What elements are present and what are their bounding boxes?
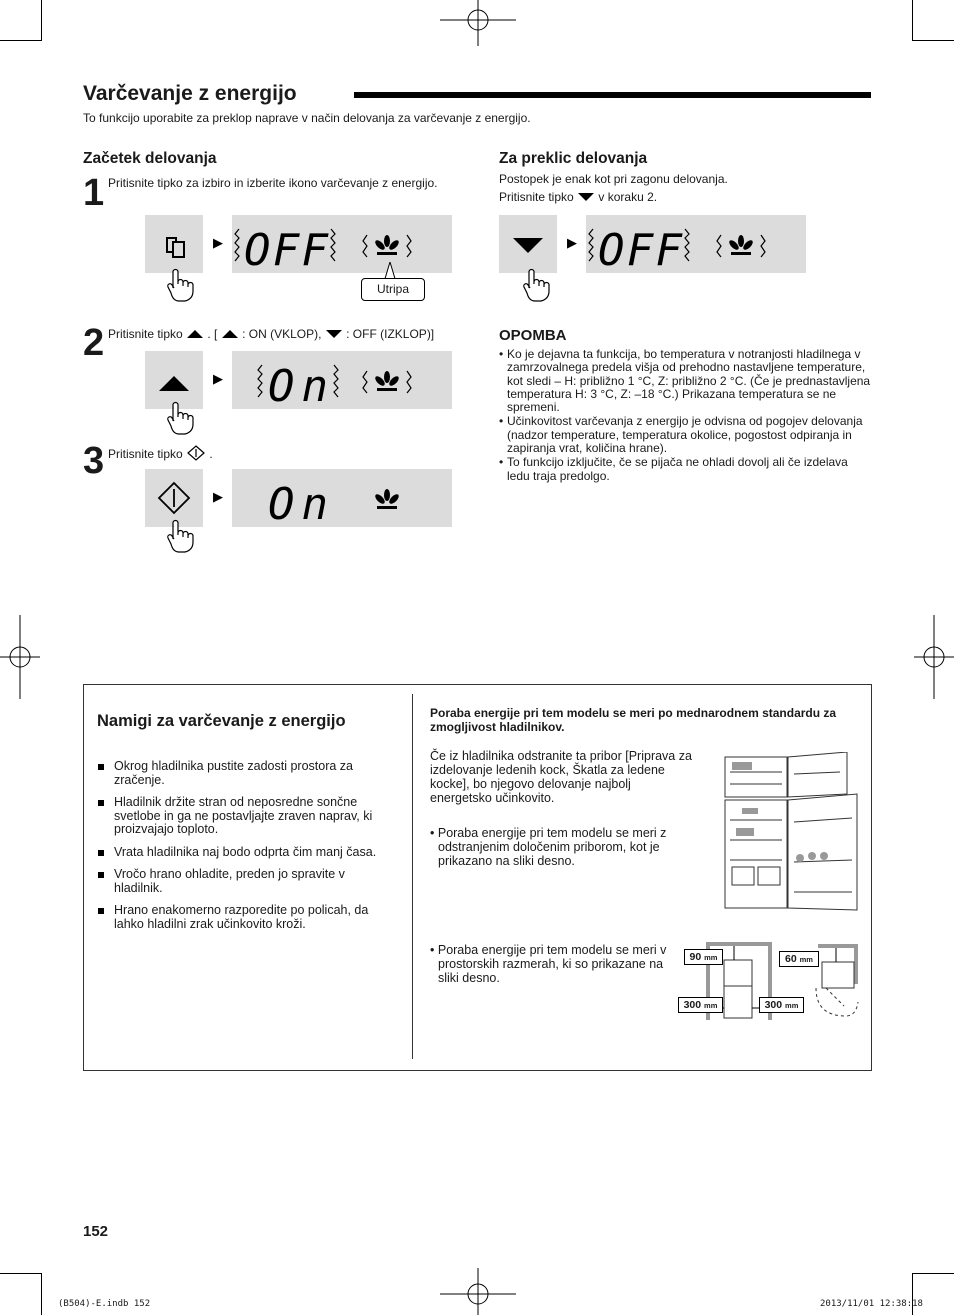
eco-leaf-icon [374, 489, 401, 509]
tips-divider [412, 694, 413, 1059]
registration-mark-top [440, 0, 516, 48]
crop-mark [0, 40, 42, 41]
display-blink-icon [586, 215, 806, 273]
cancel-heading: Za preklic delovanja [499, 150, 648, 167]
blink-callout: Utripa [361, 278, 425, 301]
down-button[interactable] [499, 215, 557, 273]
hand-pointer-icon [164, 268, 196, 302]
note-item: • Učinkovitost varčevanja z energijo je odvisna od pogojev delovanja (nadzor temperature, temperatura okolice, pogostost odpiranja in zapiranja vrat, količina hrane). [499, 415, 873, 455]
step3-text-a: Pritisnite tipko [108, 447, 183, 461]
consumption-bullet-text: Poraba energije pri tem modelu se meri v prostorskih razmerah, ki so prikazane na sliki desno. [437, 943, 667, 985]
fridge-open-illustration [722, 752, 862, 912]
cancel-line2a: Pritisnite tipko [499, 190, 574, 204]
arrow-right-icon: ▶ [213, 235, 223, 250]
arrow-right-icon: ▶ [213, 489, 223, 504]
display-panel [232, 215, 452, 273]
display-steady-icon [232, 469, 452, 527]
down-triangle-icon [499, 215, 557, 273]
power-diamond-icon [186, 445, 206, 461]
display-text: OFF [244, 225, 328, 273]
dimension-value: 300 [764, 999, 783, 1011]
crop-mark [0, 1273, 42, 1274]
note-item: • To funkcijo izključite, če se pijača ne ohladi dovolj ali če izdelava ledu traja predolgo. [499, 456, 873, 483]
dimension-unit: mm [785, 1001, 799, 1010]
crop-mark [41, 1273, 42, 1315]
dimension-unit: mm [799, 955, 813, 964]
hand-pointer-icon [520, 268, 552, 302]
start-heading: Začetek delovanja [83, 150, 217, 167]
footer-file: (B504)-E.indb 152 [58, 1299, 151, 1309]
display-blink-icon [232, 351, 452, 409]
eco-leaf-icon [374, 235, 401, 255]
consumption-heading: Poraba energije pri tem modelu se meri po mednarodnem standardu za zmogljivost hladilnikov. [430, 706, 837, 734]
dimension-value: 300 [683, 999, 702, 1011]
hand-pointer-icon [164, 519, 196, 553]
note-item: • Ko je dejavna ta funkcija, bo temperatura v notranjosti hladilnega v zamrzovalnega predela višja od prehodno nastavljene temperature, kot sledi – H: približno 1 °C, Z: približno 2 °C. (Če je prednastavljena temperatura H: 3 °C, Z: –18 °C.) Prikazana temperatura se ne spremeni. [499, 348, 873, 414]
dimension-label [779, 951, 819, 967]
display-panel [586, 215, 806, 273]
tips-list [97, 760, 397, 940]
section-title: Varčevanje z energijo [83, 82, 297, 105]
crop-mark [912, 40, 954, 41]
consumption-bullet-text: Poraba energije pri tem modelu se meri z odstranjenim določenim priborom, kot je prikazano na sliki desno. [437, 826, 667, 868]
down-triangle-icon [325, 329, 343, 339]
step1-text: Pritisnite tipko za izbiro in izberite ikono varčevanje z energijo. [108, 176, 438, 190]
eco-leaf-icon [728, 235, 755, 255]
step-number: 1 [83, 172, 105, 214]
cancel-line2 [499, 190, 657, 205]
crop-mark [912, 1273, 954, 1274]
display-text: On [268, 479, 328, 527]
arrow-right-icon: ▶ [567, 235, 577, 250]
up-triangle-icon [221, 329, 239, 339]
display-panel [232, 351, 452, 409]
page-number: 152 [83, 1223, 109, 1240]
step-number: 3 [83, 440, 105, 482]
crop-mark [912, 0, 913, 41]
registration-mark-bottom [440, 1268, 516, 1315]
registration-mark-left [0, 615, 40, 699]
display-text: OFF [598, 225, 682, 273]
tip-item: Okrog hladilnika pustite zadosti prostora za zračenje. [97, 760, 397, 787]
hand-pointer-icon [164, 401, 196, 435]
dimension-value: 90 [689, 951, 702, 963]
step2-text-a: Pritisnite tipko [108, 327, 183, 341]
section-intro: To funkcijo uporabite za preklop naprave v način delovanja za varčevanje z energijo. [83, 111, 531, 125]
cancel-line2b: v koraku 2. [598, 190, 658, 204]
dimension-unit: mm [704, 1001, 718, 1010]
step3-text [108, 445, 213, 462]
step2-text [108, 327, 434, 342]
up-triangle-icon [186, 329, 204, 339]
select-button[interactable] [145, 215, 203, 273]
dimension-unit: mm [704, 953, 718, 962]
dimension-label [678, 997, 723, 1013]
registration-mark-right [914, 615, 954, 699]
select-icon [145, 215, 203, 273]
step-number: 2 [83, 322, 105, 364]
title-rule [354, 92, 871, 98]
consumption-bullet: • Poraba energije pri tem modelu se meri v prostorskih razmerah, ki so prikazane na sliki desno. [430, 943, 667, 985]
footer-timestamp: 2013/11/01 12:38:18 [820, 1299, 923, 1309]
display-blink-icon [232, 215, 452, 273]
tip-item: Vročo hrano ohladite, preden jo spravite v hladilnik. [97, 868, 397, 895]
note-heading: OPOMBA [499, 327, 567, 344]
display-panel [232, 469, 452, 527]
consumption-para: Če iz hladilnika odstranite ta pribor [Priprava za izdelovanje ledenih kock, Škatla za ledene kocke], bo njegovo delovanje najbolj energetsko učinkovito. [430, 749, 692, 805]
cancel-line1: Postopek je enak kot pri zagonu delovanja. [499, 172, 728, 186]
step2-text-c: : ON (VKLOP), [242, 327, 322, 341]
dimension-label [684, 949, 723, 965]
tip-item: Hrano enakomerno razporedite po policah, da lahko hladilni zrak učinkovito kroži. [97, 904, 397, 931]
step2-text-d: : OFF (IZKLOP)] [346, 327, 435, 341]
eco-leaf-icon [374, 371, 401, 391]
arrow-right-icon: ▶ [213, 371, 223, 386]
step2-text-b: . [ [207, 327, 218, 341]
tip-item: Hladilnik držite stran od neposredne sončne svetlobe in ga ne postavljajte zraven naprav, ki proizvajajo toploto. [97, 796, 397, 837]
display-text: On [268, 361, 328, 409]
consumption-bullet: • Poraba energije pri tem modelu se meri z odstranjenim določenim priborom, kot je prikazano na sliki desno. [430, 826, 667, 868]
note-list [499, 348, 873, 484]
tip-item: Vrata hladilnika naj bodo odprta čim manj časa. [97, 846, 397, 860]
dimension-value: 60 [785, 953, 797, 965]
step3-text-b: . [209, 447, 213, 461]
crop-mark [41, 0, 42, 41]
tips-heading: Namigi za varčevanje z energijo [97, 712, 346, 730]
down-triangle-icon [577, 192, 595, 202]
